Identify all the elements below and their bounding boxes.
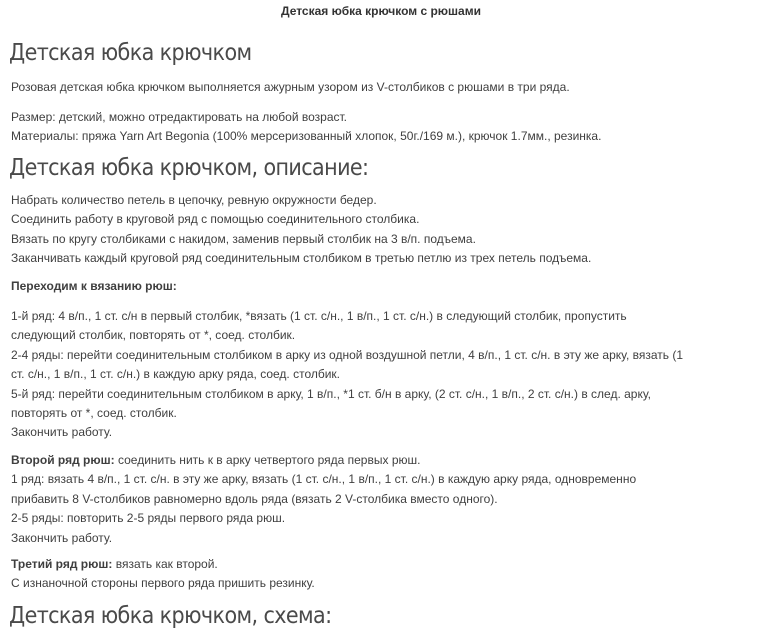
heading-description: Детская юбка крючком, описание: (9, 155, 369, 181)
heading-scheme: Детская юбка крючком, схема: (9, 603, 332, 629)
third-ruffle-paragraph (11, 555, 315, 594)
page-title: Детская юбка крючком с рюшами (281, 4, 481, 18)
desc-line: Заканчивать каждый круговой ряд соединительным столбиком в третью петлю из трех петель подъема. (11, 251, 592, 266)
size-line: Размер: детский, можно отредактировать на любой возраст. (11, 110, 348, 124)
description-paragraph (11, 191, 591, 269)
first-ruffle-line: повторять от *, соед. столбик. (11, 406, 177, 421)
size-materials-paragraph (11, 108, 601, 147)
ruffles-subheading (11, 277, 177, 296)
first-ruffle-line: Закончить работу. (11, 425, 113, 440)
materials-line: Материалы: пряжа Yarn Art Begonia (100% мерсеризованный хлопок, 50г./169 м.), крючок 1.7мм., резинка. (11, 129, 602, 144)
second-ruffle-first-text: соединить нить к в арку четвертого ряда первых рюш. (114, 453, 421, 467)
second-ruffle-line: 1 ряд: вязать 4 в/п., 1 ст. с/н. в эту же арку, вязать (1 ст. с/н., 1 в/п., 1 ст. с/н.) в каждую арку ряда, одновременно (11, 472, 637, 487)
third-ruffle-first-text: вязать как второй. (112, 557, 218, 571)
first-ruffle-line: ст. с/н., 1 в/п., 1 ст. с/н.) в каждую арку ряда, соед. столбик. (11, 367, 341, 382)
third-ruffle-label: Третий ряд рюш: (11, 557, 113, 571)
first-ruffle-line: следующий столбик, повторять от *, соед. столбик. (11, 328, 296, 343)
second-ruffle-first-line (11, 451, 636, 470)
third-ruffle-line: С изнаночной стороны первого ряда пришить резинку. (11, 576, 315, 591)
second-ruffle-line: Закончить работу. (11, 530, 113, 545)
second-ruffle-paragraph (11, 451, 636, 548)
first-ruffle-line: 1-й ряд: 4 в/п., 1 ст. с/н в первый столбик, *вязать (1 ст. с/н., 1 в/п., 1 ст. с/н.) в следующий столбик, пропустить (11, 309, 627, 323)
first-ruffle-line: 5-й ряд: перейти соединительным столбиком в арку, 1 в/п., *1 ст. б/н в арку, (2 ст. с/н., 1 в/п., 2 ст. с/н.) в след. арку, (11, 386, 651, 401)
first-ruffle-line: 2-4 ряды: перейти соединительным столбиком в арку из одной воздушной петли, 4 в/п., 1 ст. с/н. в эту же арку, вязать (1 (11, 347, 684, 362)
intro-paragraph: Розовая детская юбка крючком выполняется ажурным узором из V-столбиков с рюшами в три ряда. (11, 80, 570, 94)
third-ruffle-first-line (11, 555, 315, 574)
first-ruffle-paragraph (11, 307, 683, 443)
desc-line: Соединить работу в круговой ряд с помощью соединительного столбика. (11, 212, 420, 227)
second-ruffle-label: Второй ряд рюш: (11, 453, 115, 467)
second-ruffle-line: прибавить 8 V-столбиков равномерно вдоль ряда (вязать 2 V-столбика вместо одного). (11, 491, 498, 506)
second-ruffle-line: 2-5 ряды: повторить 2-5 ряды первого ряда рюш. (11, 511, 286, 526)
ruffles-title: Переходим к вязанию рюш: (11, 279, 177, 293)
desc-line: Набрать количество петель в цепочку, ревную окружности бедер. (11, 193, 377, 207)
desc-line: Вязать по кругу столбиками с накидом, заменив первый столбик на 3 в/п. подъема. (11, 231, 476, 246)
heading-main: Детская юбка крючком (9, 40, 252, 66)
